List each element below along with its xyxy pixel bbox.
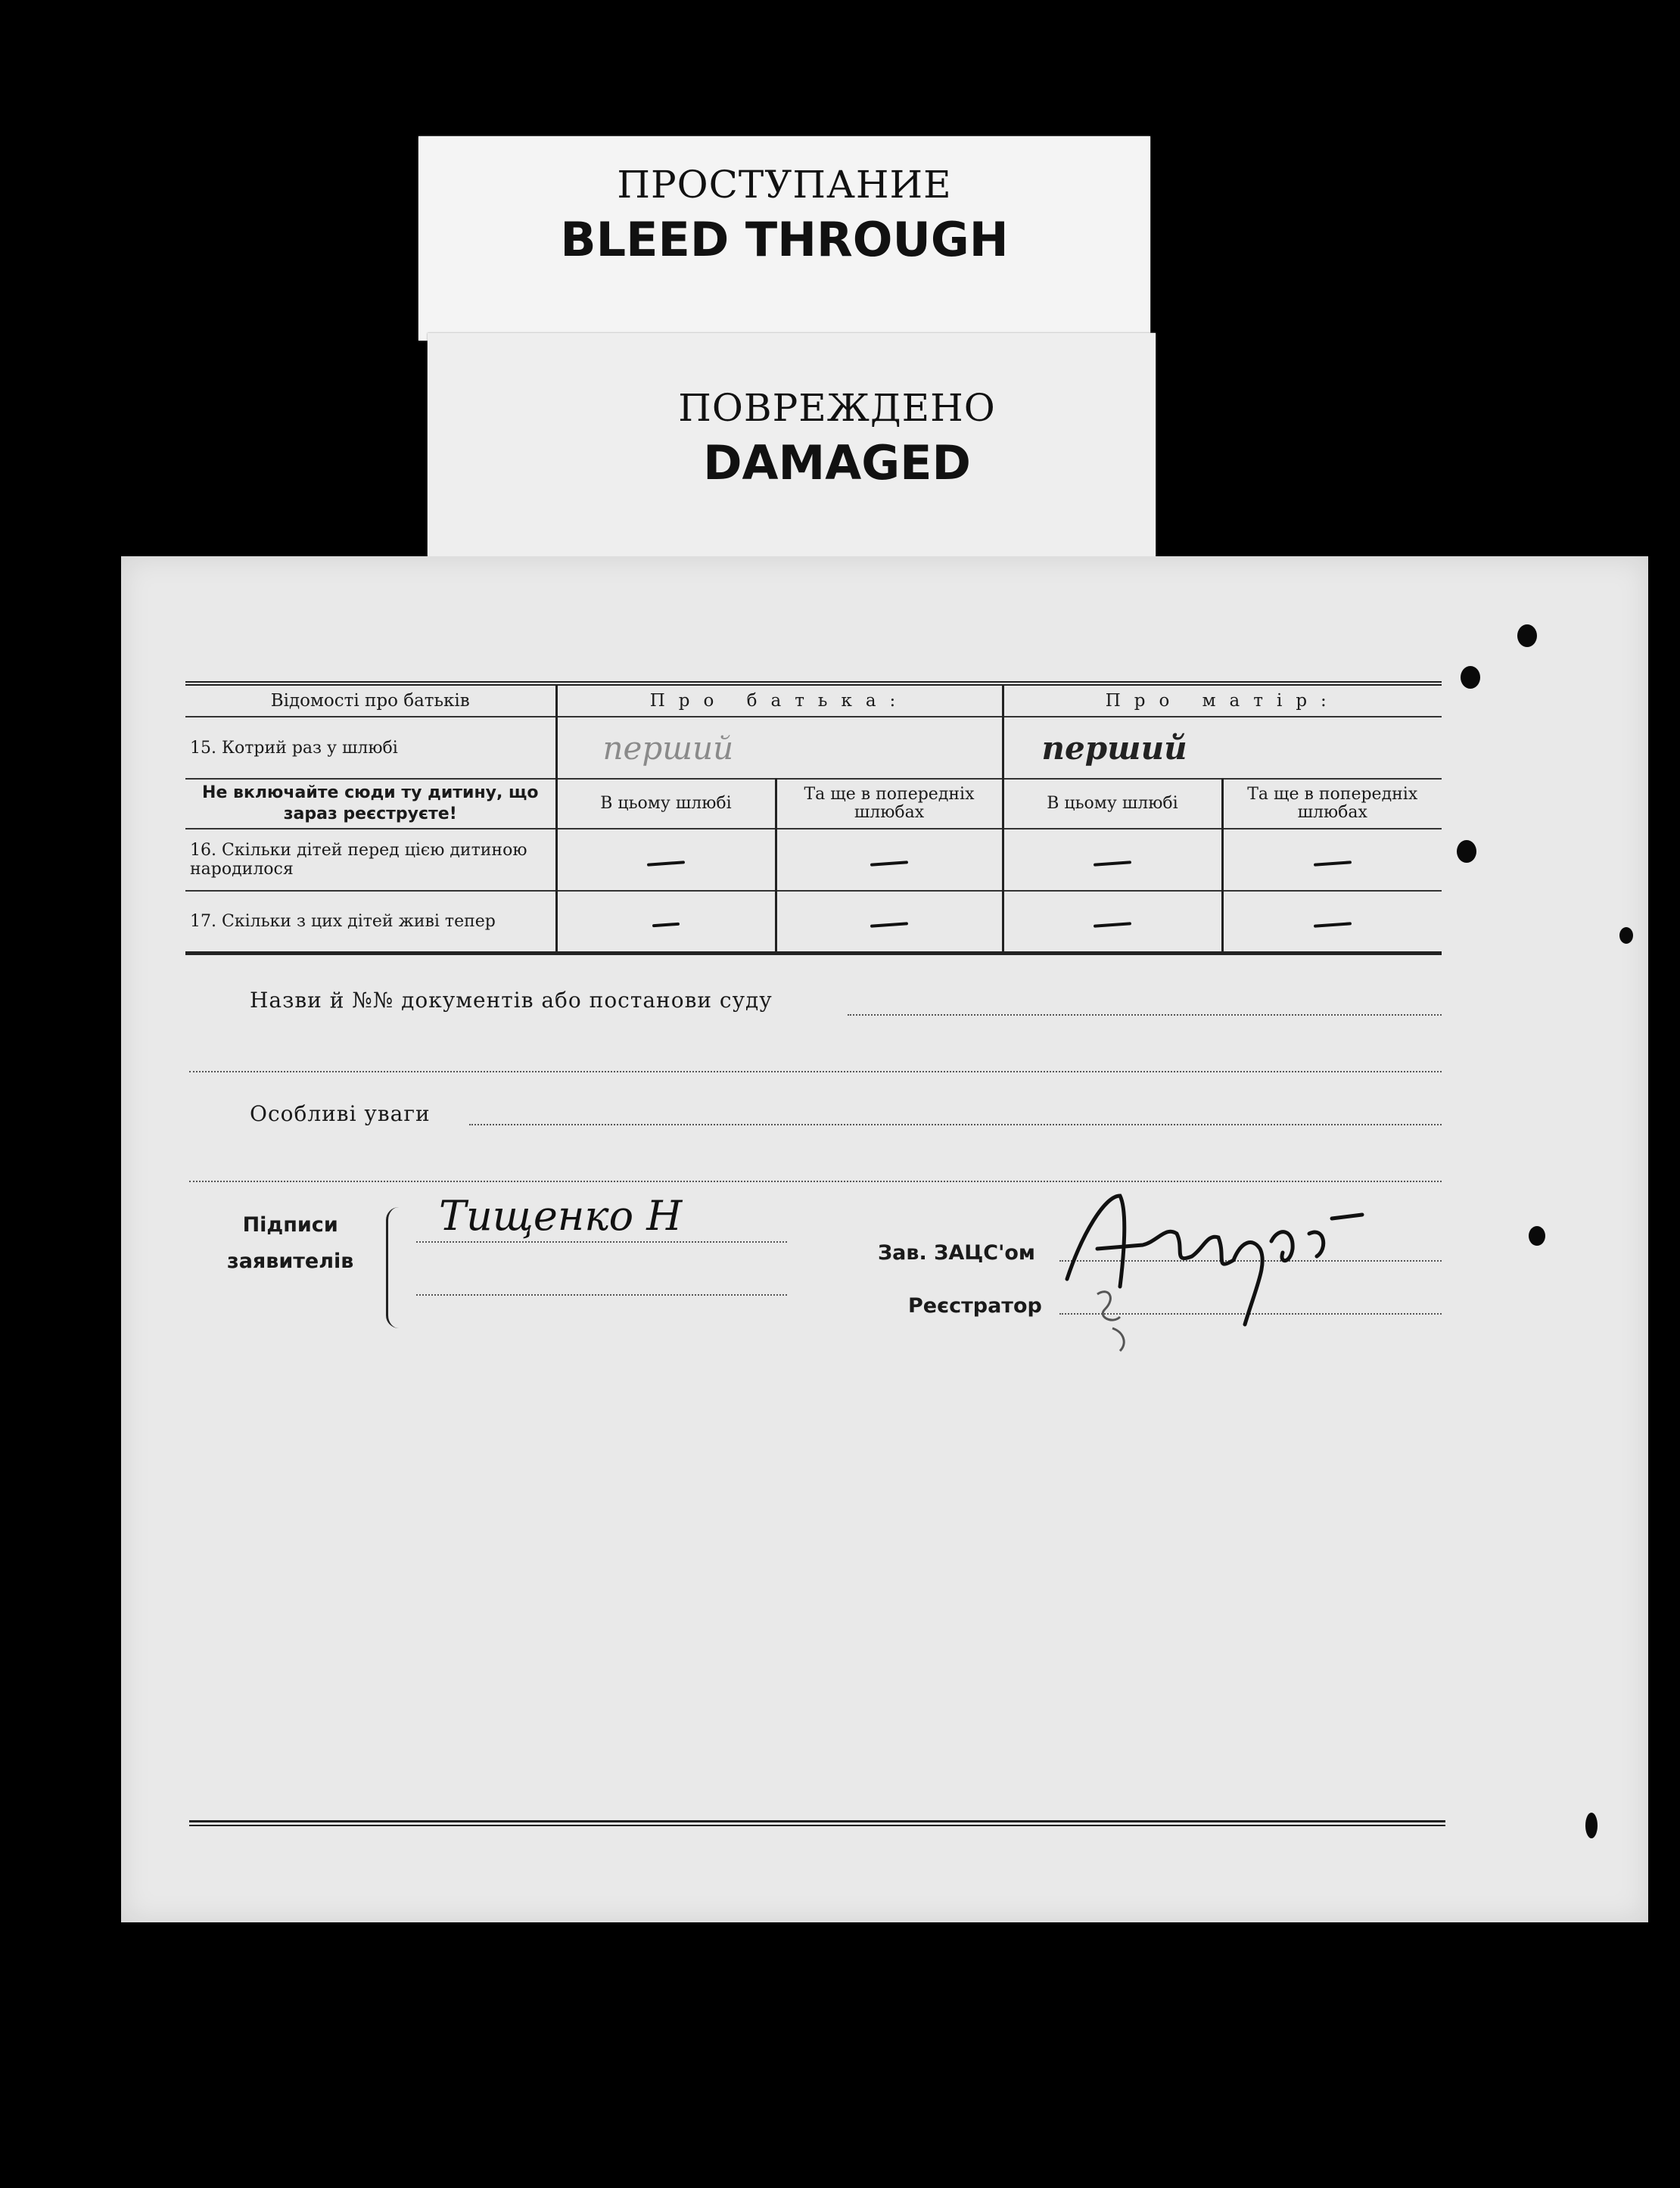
applicant-signature: Тищенко Н	[439, 1192, 683, 1240]
father-marriage-count: перший	[602, 729, 734, 767]
official-signature	[1052, 1166, 1370, 1362]
father-this-marriage-header: В цьому шлюбі	[556, 779, 776, 829]
punch-hole	[1585, 1813, 1598, 1838]
dash-mark	[652, 923, 680, 928]
bleed-through-label-ru: ПРОСТУПАНИЕ	[617, 163, 952, 207]
punch-hole	[1457, 840, 1476, 863]
punch-hole	[1461, 666, 1480, 689]
form-sheet	[121, 556, 1648, 1922]
documents-field-label: Назви й №№ документів або постанови суду	[250, 988, 773, 1013]
parents-info-header: Відомості про батьків	[185, 683, 556, 717]
bleed-through-card	[418, 136, 1150, 341]
remarks-field-label: Особливі уваги	[250, 1101, 431, 1126]
punch-hole	[1517, 624, 1537, 647]
applicants-signature-label	[227, 1207, 353, 1280]
registrar-label: Реєстратор	[908, 1294, 1042, 1318]
bottom-rule	[189, 1820, 1445, 1822]
mother-previous-marriages-header: Та ще в попередніх шлюбах	[1222, 779, 1442, 829]
damaged-label-en: DAMAGED	[703, 435, 971, 490]
dash-mark	[870, 861, 908, 866]
dash-mark	[647, 861, 685, 866]
dash-mark	[870, 923, 908, 928]
dash-mark	[1314, 861, 1352, 866]
mother-marriage-count: перший	[1041, 729, 1187, 767]
row-16-label: 16. Скільки дітей перед цією дитиною народилося	[185, 829, 556, 891]
punch-hole	[1619, 927, 1633, 944]
mother-this-marriage-header: В цьому шлюбі	[1003, 779, 1222, 829]
bleed-through-label-en: BLEED THROUGH	[560, 212, 1009, 267]
punch-hole	[1529, 1226, 1545, 1246]
father-previous-marriages-header: Та ще в попередніх шлюбах	[776, 779, 1003, 829]
applicants-label-line1: Підписи	[242, 1213, 338, 1237]
row-15-label: 15. Котрий раз у шлюбі	[185, 717, 556, 779]
damaged-label-ru: ПОВРЕЖДЕНО	[678, 386, 996, 430]
exclude-child-note: Не включайте сюди ту дитину, що зараз реєструєте!	[185, 779, 556, 829]
damaged-card	[428, 333, 1156, 556]
father-column-header: Про батька:	[556, 683, 1003, 717]
brace	[386, 1207, 399, 1328]
head-of-registry-label: Зав. ЗАЦС'ом	[878, 1241, 1035, 1265]
documents-field-line	[848, 1014, 1442, 1016]
remarks-field-line	[469, 1124, 1442, 1125]
documents-field-line-2	[189, 1071, 1442, 1072]
applicants-label-line2: заявителів	[227, 1250, 354, 1273]
bottom-rule-2	[189, 1825, 1445, 1826]
parents-info-table	[185, 681, 1442, 955]
dash-mark	[1314, 923, 1352, 928]
mother-column-header: Про матір:	[1003, 683, 1442, 717]
applicant-signature-line	[416, 1241, 787, 1243]
dash-mark	[1094, 861, 1131, 866]
dash-mark	[1094, 923, 1131, 928]
row-17-label: 17. Скільки з цих дітей живі тепер	[185, 891, 556, 953]
applicant-signature-line-2	[416, 1294, 787, 1296]
